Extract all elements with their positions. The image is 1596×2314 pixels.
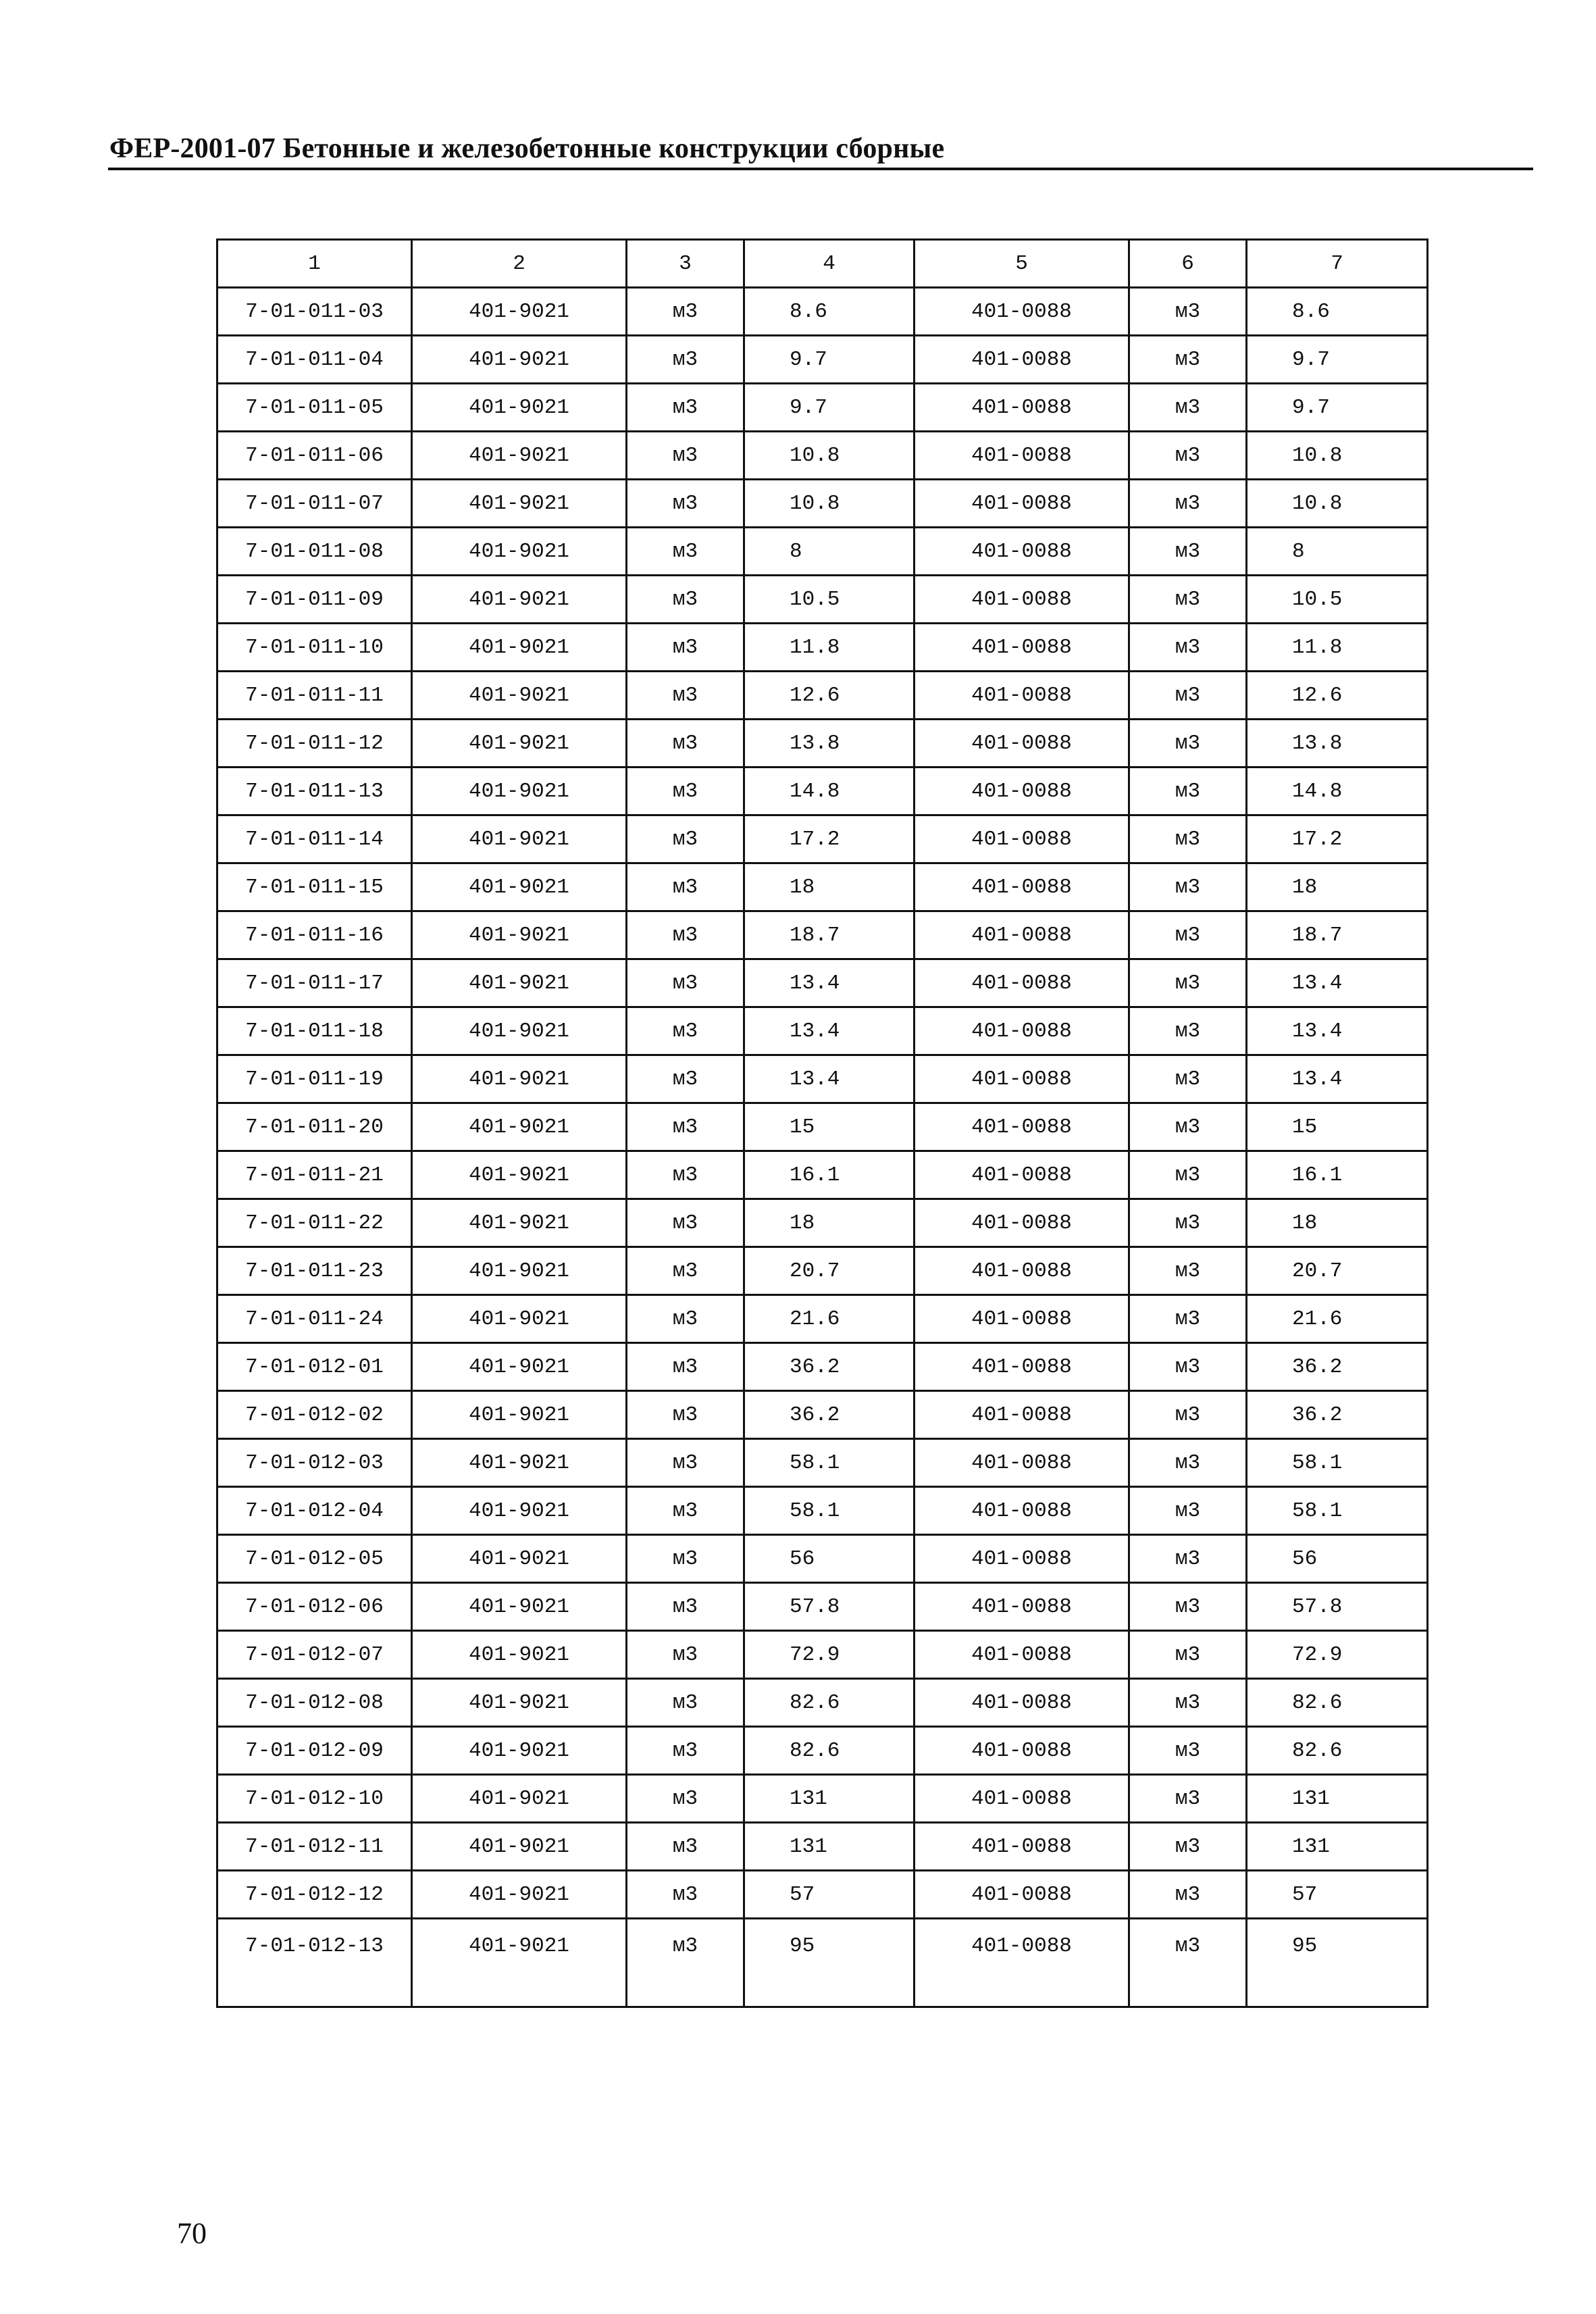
unit-cell: м3 — [627, 1295, 744, 1343]
code-cell: 7-01-011-12 — [217, 720, 412, 768]
replacement-unit-cell: м3 — [1129, 672, 1247, 720]
code-cell: 7-01-011-10 — [217, 624, 412, 672]
replacement-code-cell: 401-0088 — [915, 1247, 1129, 1295]
code-cell: 7-01-011-19 — [217, 1055, 412, 1103]
replacement-unit-cell: м3 — [1129, 336, 1247, 384]
replacement-quantity-cell: 72.9 — [1247, 1631, 1428, 1679]
unit-cell: м3 — [627, 1103, 744, 1151]
code-cell: 7-01-011-13 — [217, 768, 412, 815]
unit-cell: м3 — [627, 384, 744, 432]
replacement-unit-cell: м3 — [1129, 576, 1247, 624]
resource-code-cell: 401-9021 — [412, 1103, 627, 1151]
replacement-unit-cell: м3 — [1129, 1487, 1247, 1535]
replacement-code-cell: 401-0088 — [915, 624, 1129, 672]
resource-code-cell: 401-9021 — [412, 720, 627, 768]
unit-cell: м3 — [627, 1343, 744, 1391]
replacement-code-cell: 401-0088 — [915, 1919, 1129, 2007]
replacement-quantity-cell: 13.4 — [1247, 1055, 1428, 1103]
unit-cell: м3 — [627, 1391, 744, 1439]
replacement-code-cell: 401-0088 — [915, 1151, 1129, 1199]
table-row — [217, 1727, 1428, 1775]
resource-code-cell: 401-9021 — [412, 1631, 627, 1679]
table-row — [217, 528, 1428, 576]
replacement-unit-cell: м3 — [1129, 1295, 1247, 1343]
replacement-code-cell: 401-0088 — [915, 720, 1129, 768]
unit-cell: м3 — [627, 1199, 744, 1247]
column-header: 2 — [412, 240, 627, 288]
table-row — [217, 1823, 1428, 1871]
replacement-quantity-cell: 57 — [1247, 1871, 1428, 1919]
code-cell: 7-01-011-14 — [217, 815, 412, 863]
unit-cell: м3 — [627, 288, 744, 336]
unit-cell: м3 — [627, 1919, 744, 2007]
table-row — [217, 1631, 1428, 1679]
code-cell: 7-01-012-09 — [217, 1727, 412, 1775]
unit-cell: м3 — [627, 1727, 744, 1775]
table-row — [217, 624, 1428, 672]
replacement-unit-cell: м3 — [1129, 911, 1247, 959]
quantity-cell: 18 — [744, 863, 915, 911]
replacement-code-cell: 401-0088 — [915, 1775, 1129, 1823]
replacement-unit-cell: м3 — [1129, 1775, 1247, 1823]
replacement-quantity-cell: 17.2 — [1247, 815, 1428, 863]
code-cell: 7-01-011-23 — [217, 1247, 412, 1295]
table-row — [217, 1535, 1428, 1583]
replacement-code-cell: 401-0088 — [915, 1199, 1129, 1247]
replacement-unit-cell: м3 — [1129, 768, 1247, 815]
unit-cell: м3 — [627, 768, 744, 815]
replacement-unit-cell: м3 — [1129, 384, 1247, 432]
code-cell: 7-01-012-10 — [217, 1775, 412, 1823]
quantity-cell: 18 — [744, 1199, 915, 1247]
resource-code-cell: 401-9021 — [412, 1727, 627, 1775]
replacement-unit-cell: м3 — [1129, 815, 1247, 863]
table-row — [217, 672, 1428, 720]
replacement-quantity-cell: 131 — [1247, 1775, 1428, 1823]
unit-cell: м3 — [627, 576, 744, 624]
replacement-unit-cell: м3 — [1129, 528, 1247, 576]
table-row — [217, 1919, 1428, 2007]
table-row — [217, 432, 1428, 480]
unit-cell: м3 — [627, 720, 744, 768]
resource-code-cell: 401-9021 — [412, 1919, 627, 2007]
table-row — [217, 1583, 1428, 1631]
replacement-quantity-cell: 10.5 — [1247, 576, 1428, 624]
code-cell: 7-01-012-12 — [217, 1871, 412, 1919]
quantity-cell: 21.6 — [744, 1295, 915, 1343]
resource-code-cell: 401-9021 — [412, 480, 627, 528]
replacement-quantity-cell: 11.8 — [1247, 624, 1428, 672]
code-cell: 7-01-011-16 — [217, 911, 412, 959]
replacement-quantity-cell: 10.8 — [1247, 432, 1428, 480]
table-row — [217, 768, 1428, 815]
replacement-unit-cell: м3 — [1129, 1199, 1247, 1247]
quantity-cell: 18.7 — [744, 911, 915, 959]
table-row — [217, 576, 1428, 624]
resource-code-cell: 401-9021 — [412, 768, 627, 815]
table-row — [217, 288, 1428, 336]
column-header: 4 — [744, 240, 915, 288]
column-header: 5 — [915, 240, 1129, 288]
code-cell: 7-01-012-13 — [217, 1919, 412, 2007]
resource-code-cell: 401-9021 — [412, 1583, 627, 1631]
resource-code-cell: 401-9021 — [412, 624, 627, 672]
resource-code-cell: 401-9021 — [412, 1679, 627, 1727]
quantity-cell: 36.2 — [744, 1343, 915, 1391]
quantity-cell: 11.8 — [744, 624, 915, 672]
replacement-code-cell: 401-0088 — [915, 1871, 1129, 1919]
table-row — [217, 815, 1428, 863]
quantity-cell: 13.4 — [744, 959, 915, 1007]
replacement-quantity-cell: 36.2 — [1247, 1391, 1428, 1439]
table-row — [217, 1679, 1428, 1727]
replacement-quantity-cell: 58.1 — [1247, 1439, 1428, 1487]
table-row — [217, 1007, 1428, 1055]
unit-cell: м3 — [627, 1439, 744, 1487]
page-header-title: ФЕР-2001-07 Бетонные и железобетонные конструкции сборные — [109, 133, 945, 164]
code-cell: 7-01-011-21 — [217, 1151, 412, 1199]
replacement-code-cell: 401-0088 — [915, 432, 1129, 480]
replacement-unit-cell: м3 — [1129, 480, 1247, 528]
quantity-cell: 82.6 — [744, 1679, 915, 1727]
table-row — [217, 480, 1428, 528]
quantity-cell: 56 — [744, 1535, 915, 1583]
replacement-unit-cell: м3 — [1129, 1871, 1247, 1919]
table-row — [217, 336, 1428, 384]
unit-cell: м3 — [627, 480, 744, 528]
table-body — [217, 240, 1428, 2007]
resource-code-cell: 401-9021 — [412, 576, 627, 624]
code-cell: 7-01-011-08 — [217, 528, 412, 576]
code-cell: 7-01-011-05 — [217, 384, 412, 432]
quantity-cell: 13.4 — [744, 1055, 915, 1103]
table-row — [217, 384, 1428, 432]
replacement-code-cell: 401-0088 — [915, 1679, 1129, 1727]
unit-cell: м3 — [627, 1487, 744, 1535]
unit-cell: м3 — [627, 528, 744, 576]
replacement-quantity-cell: 56 — [1247, 1535, 1428, 1583]
quantity-cell: 8 — [744, 528, 915, 576]
replacement-code-cell: 401-0088 — [915, 1103, 1129, 1151]
quantity-cell: 13.8 — [744, 720, 915, 768]
replacement-quantity-cell: 16.1 — [1247, 1151, 1428, 1199]
resource-code-cell: 401-9021 — [412, 1055, 627, 1103]
replacement-quantity-cell: 82.6 — [1247, 1727, 1428, 1775]
replacement-code-cell: 401-0088 — [915, 1343, 1129, 1391]
table-row — [217, 1295, 1428, 1343]
replacement-quantity-cell: 13.4 — [1247, 959, 1428, 1007]
replacement-quantity-cell: 18 — [1247, 863, 1428, 911]
page-number: 70 — [177, 2217, 207, 2250]
unit-cell: м3 — [627, 1775, 744, 1823]
replacement-unit-cell: м3 — [1129, 863, 1247, 911]
quantity-cell: 95 — [744, 1919, 915, 2007]
replacement-code-cell: 401-0088 — [915, 576, 1129, 624]
code-cell: 7-01-011-11 — [217, 672, 412, 720]
replacement-unit-cell: м3 — [1129, 1007, 1247, 1055]
quantity-cell: 82.6 — [744, 1727, 915, 1775]
code-cell: 7-01-012-06 — [217, 1583, 412, 1631]
replacement-unit-cell: м3 — [1129, 1631, 1247, 1679]
replacement-code-cell: 401-0088 — [915, 1391, 1129, 1439]
quantity-cell: 16.1 — [744, 1151, 915, 1199]
quantity-cell: 17.2 — [744, 815, 915, 863]
table-row — [217, 1247, 1428, 1295]
replacement-unit-cell: м3 — [1129, 624, 1247, 672]
table-row — [217, 863, 1428, 911]
replacement-quantity-cell: 131 — [1247, 1823, 1428, 1871]
code-cell: 7-01-011-15 — [217, 863, 412, 911]
table-row — [217, 1775, 1428, 1823]
replacement-code-cell: 401-0088 — [915, 528, 1129, 576]
quantity-cell: 9.7 — [744, 384, 915, 432]
quantity-cell: 10.5 — [744, 576, 915, 624]
code-cell: 7-01-011-03 — [217, 288, 412, 336]
column-header: 3 — [627, 240, 744, 288]
code-cell: 7-01-011-18 — [217, 1007, 412, 1055]
column-header: 6 — [1129, 240, 1247, 288]
resource-code-cell: 401-9021 — [412, 1151, 627, 1199]
replacement-unit-cell: м3 — [1129, 432, 1247, 480]
replacement-code-cell: 401-0088 — [915, 1823, 1129, 1871]
replacement-unit-cell: м3 — [1129, 1151, 1247, 1199]
code-cell: 7-01-011-22 — [217, 1199, 412, 1247]
replacement-unit-cell: м3 — [1129, 288, 1247, 336]
table-row — [217, 1343, 1428, 1391]
replacement-unit-cell: м3 — [1129, 1679, 1247, 1727]
resource-code-cell: 401-9021 — [412, 1199, 627, 1247]
unit-cell: м3 — [627, 672, 744, 720]
code-cell: 7-01-012-04 — [217, 1487, 412, 1535]
quantity-cell: 12.6 — [744, 672, 915, 720]
code-cell: 7-01-012-11 — [217, 1823, 412, 1871]
replacement-quantity-cell: 82.6 — [1247, 1679, 1428, 1727]
replacement-quantity-cell: 8 — [1247, 528, 1428, 576]
replacement-code-cell: 401-0088 — [915, 1055, 1129, 1103]
unit-cell: м3 — [627, 1151, 744, 1199]
quantity-cell: 10.8 — [744, 432, 915, 480]
quantity-cell: 8.6 — [744, 288, 915, 336]
quantity-cell: 131 — [744, 1823, 915, 1871]
resource-code-cell: 401-9021 — [412, 1295, 627, 1343]
unit-cell: м3 — [627, 1631, 744, 1679]
unit-cell: м3 — [627, 1823, 744, 1871]
resource-code-cell: 401-9021 — [412, 1823, 627, 1871]
replacement-quantity-cell: 13.4 — [1247, 1007, 1428, 1055]
resource-code-cell: 401-9021 — [412, 432, 627, 480]
quantity-cell: 131 — [744, 1775, 915, 1823]
replacement-code-cell: 401-0088 — [915, 384, 1129, 432]
unit-cell: м3 — [627, 1055, 744, 1103]
replacement-unit-cell: м3 — [1129, 1727, 1247, 1775]
quantity-cell: 58.1 — [744, 1487, 915, 1535]
resources-table — [216, 238, 1428, 2008]
resource-code-cell: 401-9021 — [412, 1391, 627, 1439]
resource-code-cell: 401-9021 — [412, 528, 627, 576]
replacement-unit-cell: м3 — [1129, 1055, 1247, 1103]
code-cell: 7-01-011-17 — [217, 959, 412, 1007]
replacement-unit-cell: м3 — [1129, 1919, 1247, 2007]
unit-cell: м3 — [627, 1007, 744, 1055]
table-row — [217, 959, 1428, 1007]
unit-cell: м3 — [627, 863, 744, 911]
resource-code-cell: 401-9021 — [412, 672, 627, 720]
resource-code-cell: 401-9021 — [412, 863, 627, 911]
replacement-code-cell: 401-0088 — [915, 1295, 1129, 1343]
replacement-quantity-cell: 58.1 — [1247, 1487, 1428, 1535]
unit-cell: м3 — [627, 1871, 744, 1919]
quantity-cell: 15 — [744, 1103, 915, 1151]
replacement-code-cell: 401-0088 — [915, 1007, 1129, 1055]
code-cell: 7-01-011-06 — [217, 432, 412, 480]
table-row — [217, 1439, 1428, 1487]
replacement-quantity-cell: 9.7 — [1247, 336, 1428, 384]
resource-code-cell: 401-9021 — [412, 1535, 627, 1583]
replacement-code-cell: 401-0088 — [915, 1583, 1129, 1631]
quantity-cell: 57.8 — [744, 1583, 915, 1631]
replacement-quantity-cell: 18.7 — [1247, 911, 1428, 959]
unit-cell: м3 — [627, 1247, 744, 1295]
column-header: 1 — [217, 240, 412, 288]
column-header: 7 — [1247, 240, 1428, 288]
table-row — [217, 1391, 1428, 1439]
quantity-cell: 9.7 — [744, 336, 915, 384]
resource-code-cell: 401-9021 — [412, 1871, 627, 1919]
replacement-unit-cell: м3 — [1129, 720, 1247, 768]
replacement-code-cell: 401-0088 — [915, 863, 1129, 911]
replacement-quantity-cell: 57.8 — [1247, 1583, 1428, 1631]
replacement-quantity-cell: 13.8 — [1247, 720, 1428, 768]
resource-code-cell: 401-9021 — [412, 384, 627, 432]
replacement-quantity-cell: 12.6 — [1247, 672, 1428, 720]
unit-cell: м3 — [627, 336, 744, 384]
replacement-code-cell: 401-0088 — [915, 768, 1129, 815]
resource-code-cell: 401-9021 — [412, 1775, 627, 1823]
code-cell: 7-01-012-03 — [217, 1439, 412, 1487]
resource-code-cell: 401-9021 — [412, 1439, 627, 1487]
replacement-quantity-cell: 15 — [1247, 1103, 1428, 1151]
unit-cell: м3 — [627, 432, 744, 480]
replacement-unit-cell: м3 — [1129, 1439, 1247, 1487]
table-row — [217, 1151, 1428, 1199]
replacement-quantity-cell: 20.7 — [1247, 1247, 1428, 1295]
quantity-cell: 10.8 — [744, 480, 915, 528]
code-cell: 7-01-012-01 — [217, 1343, 412, 1391]
unit-cell: м3 — [627, 959, 744, 1007]
replacement-code-cell: 401-0088 — [915, 959, 1129, 1007]
table-row — [217, 911, 1428, 959]
replacement-quantity-cell: 10.8 — [1247, 480, 1428, 528]
quantity-cell: 13.4 — [744, 1007, 915, 1055]
code-cell: 7-01-011-20 — [217, 1103, 412, 1151]
replacement-quantity-cell: 18 — [1247, 1199, 1428, 1247]
replacement-code-cell: 401-0088 — [915, 1727, 1129, 1775]
replacement-quantity-cell: 21.6 — [1247, 1295, 1428, 1343]
table-row — [217, 720, 1428, 768]
quantity-cell: 20.7 — [744, 1247, 915, 1295]
resource-code-cell: 401-9021 — [412, 1487, 627, 1535]
code-cell: 7-01-012-02 — [217, 1391, 412, 1439]
resource-code-cell: 401-9021 — [412, 336, 627, 384]
replacement-code-cell: 401-0088 — [915, 815, 1129, 863]
replacement-code-cell: 401-0088 — [915, 1487, 1129, 1535]
replacement-unit-cell: м3 — [1129, 1535, 1247, 1583]
replacement-unit-cell: м3 — [1129, 1103, 1247, 1151]
unit-cell: м3 — [627, 624, 744, 672]
unit-cell: м3 — [627, 911, 744, 959]
resource-code-cell: 401-9021 — [412, 288, 627, 336]
unit-cell: м3 — [627, 1583, 744, 1631]
code-cell: 7-01-011-24 — [217, 1295, 412, 1343]
replacement-quantity-cell: 14.8 — [1247, 768, 1428, 815]
resource-code-cell: 401-9021 — [412, 911, 627, 959]
code-cell: 7-01-012-05 — [217, 1535, 412, 1583]
table-row — [217, 1055, 1428, 1103]
table-row — [217, 1871, 1428, 1919]
code-cell: 7-01-011-07 — [217, 480, 412, 528]
replacement-quantity-cell: 36.2 — [1247, 1343, 1428, 1391]
replacement-code-cell: 401-0088 — [915, 1631, 1129, 1679]
code-cell: 7-01-012-07 — [217, 1631, 412, 1679]
resource-code-cell: 401-9021 — [412, 1247, 627, 1295]
replacement-unit-cell: м3 — [1129, 1343, 1247, 1391]
replacement-code-cell: 401-0088 — [915, 480, 1129, 528]
code-cell: 7-01-012-08 — [217, 1679, 412, 1727]
resource-code-cell: 401-9021 — [412, 959, 627, 1007]
table-header-row — [217, 240, 1428, 288]
replacement-code-cell: 401-0088 — [915, 336, 1129, 384]
unit-cell: м3 — [627, 1679, 744, 1727]
replacement-unit-cell: м3 — [1129, 959, 1247, 1007]
resource-code-cell: 401-9021 — [412, 1343, 627, 1391]
replacement-code-cell: 401-0088 — [915, 1535, 1129, 1583]
quantity-cell: 14.8 — [744, 768, 915, 815]
quantity-cell: 57 — [744, 1871, 915, 1919]
replacement-unit-cell: м3 — [1129, 1823, 1247, 1871]
quantity-cell: 36.2 — [744, 1391, 915, 1439]
code-cell: 7-01-011-09 — [217, 576, 412, 624]
replacement-code-cell: 401-0088 — [915, 911, 1129, 959]
code-cell: 7-01-011-04 — [217, 336, 412, 384]
unit-cell: м3 — [627, 815, 744, 863]
table-row — [217, 1199, 1428, 1247]
replacement-quantity-cell: 95 — [1247, 1919, 1428, 2007]
replacement-code-cell: 401-0088 — [915, 672, 1129, 720]
replacement-unit-cell: м3 — [1129, 1247, 1247, 1295]
replacement-quantity-cell: 9.7 — [1247, 384, 1428, 432]
unit-cell: м3 — [627, 1535, 744, 1583]
replacement-code-cell: 401-0088 — [915, 288, 1129, 336]
resource-code-cell: 401-9021 — [412, 815, 627, 863]
table-row — [217, 1103, 1428, 1151]
resource-code-cell: 401-9021 — [412, 1007, 627, 1055]
replacement-code-cell: 401-0088 — [915, 1439, 1129, 1487]
quantity-cell: 58.1 — [744, 1439, 915, 1487]
replacement-unit-cell: м3 — [1129, 1391, 1247, 1439]
replacement-quantity-cell: 8.6 — [1247, 288, 1428, 336]
table-row — [217, 1487, 1428, 1535]
header-divider — [108, 168, 1533, 170]
quantity-cell: 72.9 — [744, 1631, 915, 1679]
replacement-unit-cell: м3 — [1129, 1583, 1247, 1631]
